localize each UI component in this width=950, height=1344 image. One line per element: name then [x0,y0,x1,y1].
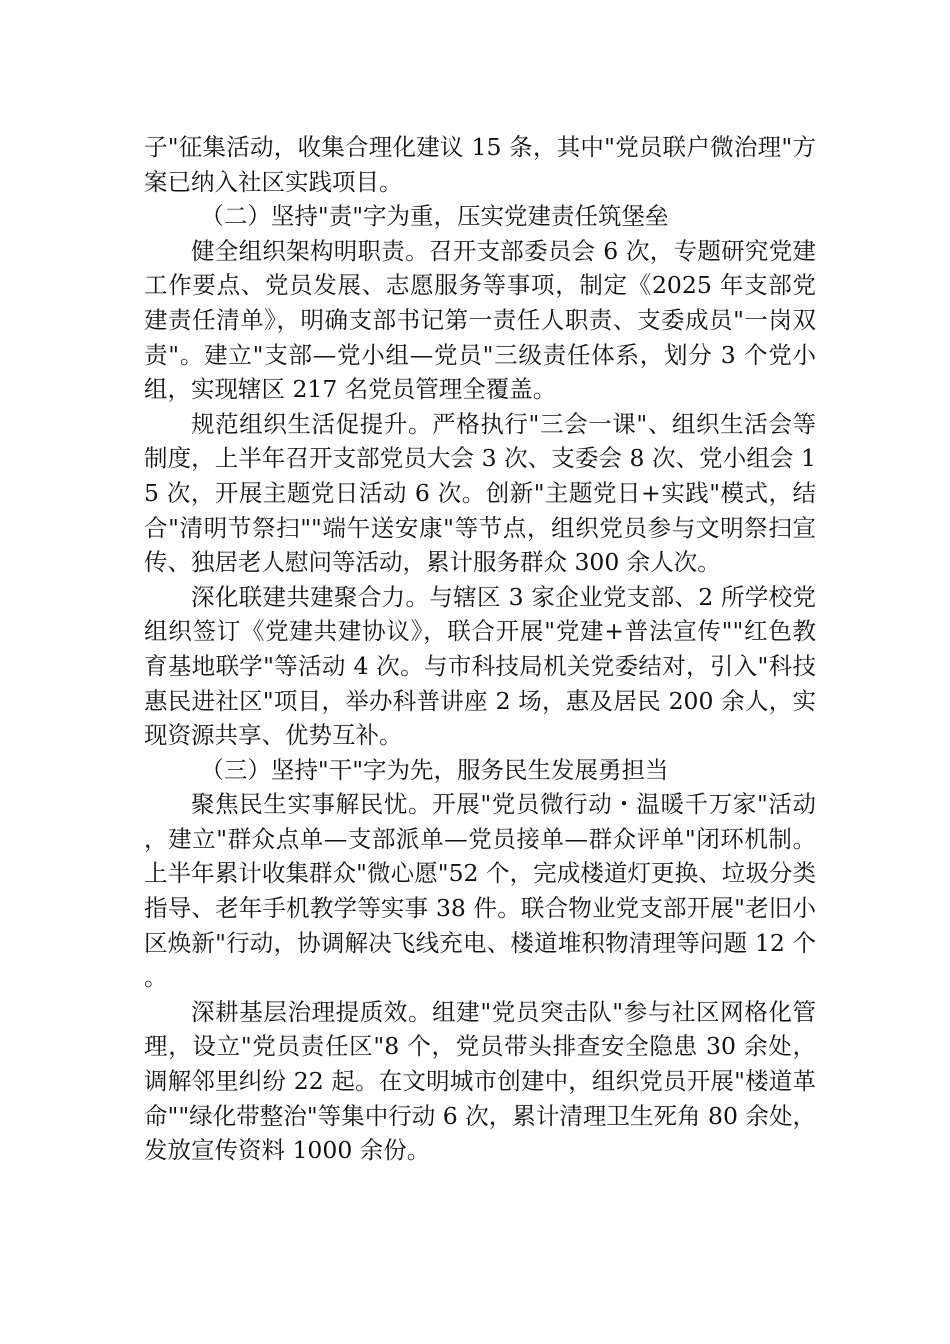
paragraph-continuation: 子"征集活动，收集合理化建议 15 条，其中"党员联户微治理"方案已纳入社区实践项目。 [144,133,816,196]
paragraph-organization-structure: 健全组织架构明职责。召开支部委员会 6 次，专题研究党建工作要点、党员发展、志愿服务等事项，制定《2025 年支部党建责任清单》，明确支部书记第一责任人职责、支委成员"一岗双责"。建立"支部—党小组—党员"三级责任体系，划分 3 个党小组，实现辖区 217 名党员管理全覆盖。 [144,236,816,404]
paragraph-grassroots-governance: 深耕基层治理提质效。组建"党员突击队"参与社区网格化管理，设立"党员责任区"8 个，党员带头排查安全隐患 30 余处，调解邻里纠纷 22 起。在文明城市创建中，组织党员开展"楼道革命""绿化带整治"等集中行动 6 次，累计清理卫生死角 80 余处，发放宣传资料 1000 余份。 [144,997,816,1165]
section-heading-2: （二）坚持"责"字为重，压实党建责任筑堡垒 [200,202,669,231]
document-body [144,130,816,1168]
paragraph-livelihood: 聚焦民生实事解民忧。开展"党员微行动・温暖千万家"活动，建立"群众点单—支部派单—党员接单—群众评单"闭环机制。上半年累计收集群众"微心愿"52 个，完成楼道灯更换、垃圾分类指导、老年手机教学等实事 38 件。联合物业党支部开展"老旧小区焕新"行动，协调解决飞线充电、楼道堆积物清理等问题 12 个。 [144,790,816,992]
paragraph-organization-life: 规范组织生活促提升。严格执行"三会一课"、组织生活会等制度，上半年召开支部党员大会 3 次、支委会 8 次、党小组会 15 次，开展主题党日活动 6 次。创新"主题党日+实践"模式，结合"清明节祭扫""端午送安康"等节点，组织党员参与文明祭扫宣传、独居老人慰问等活动，累计服务群众 300 余人次。 [144,409,816,577]
paragraph-joint-construction: 深化联建共建聚合力。与辖区 3 家企业党支部、2 所学校党组织签订《党建共建协议》，联合开展"党建+普法宣传""红色教育基地联学"等活动 4 次。与市科技局机关党委结对，引入"科技惠民进社区"项目，举办科普讲座 2 场，惠及居民 200 余人，实现资源共享、优势互补。 [144,582,816,750]
section-heading-3: （三）坚持"干"字为先，服务民生发展勇担当 [200,755,669,784]
